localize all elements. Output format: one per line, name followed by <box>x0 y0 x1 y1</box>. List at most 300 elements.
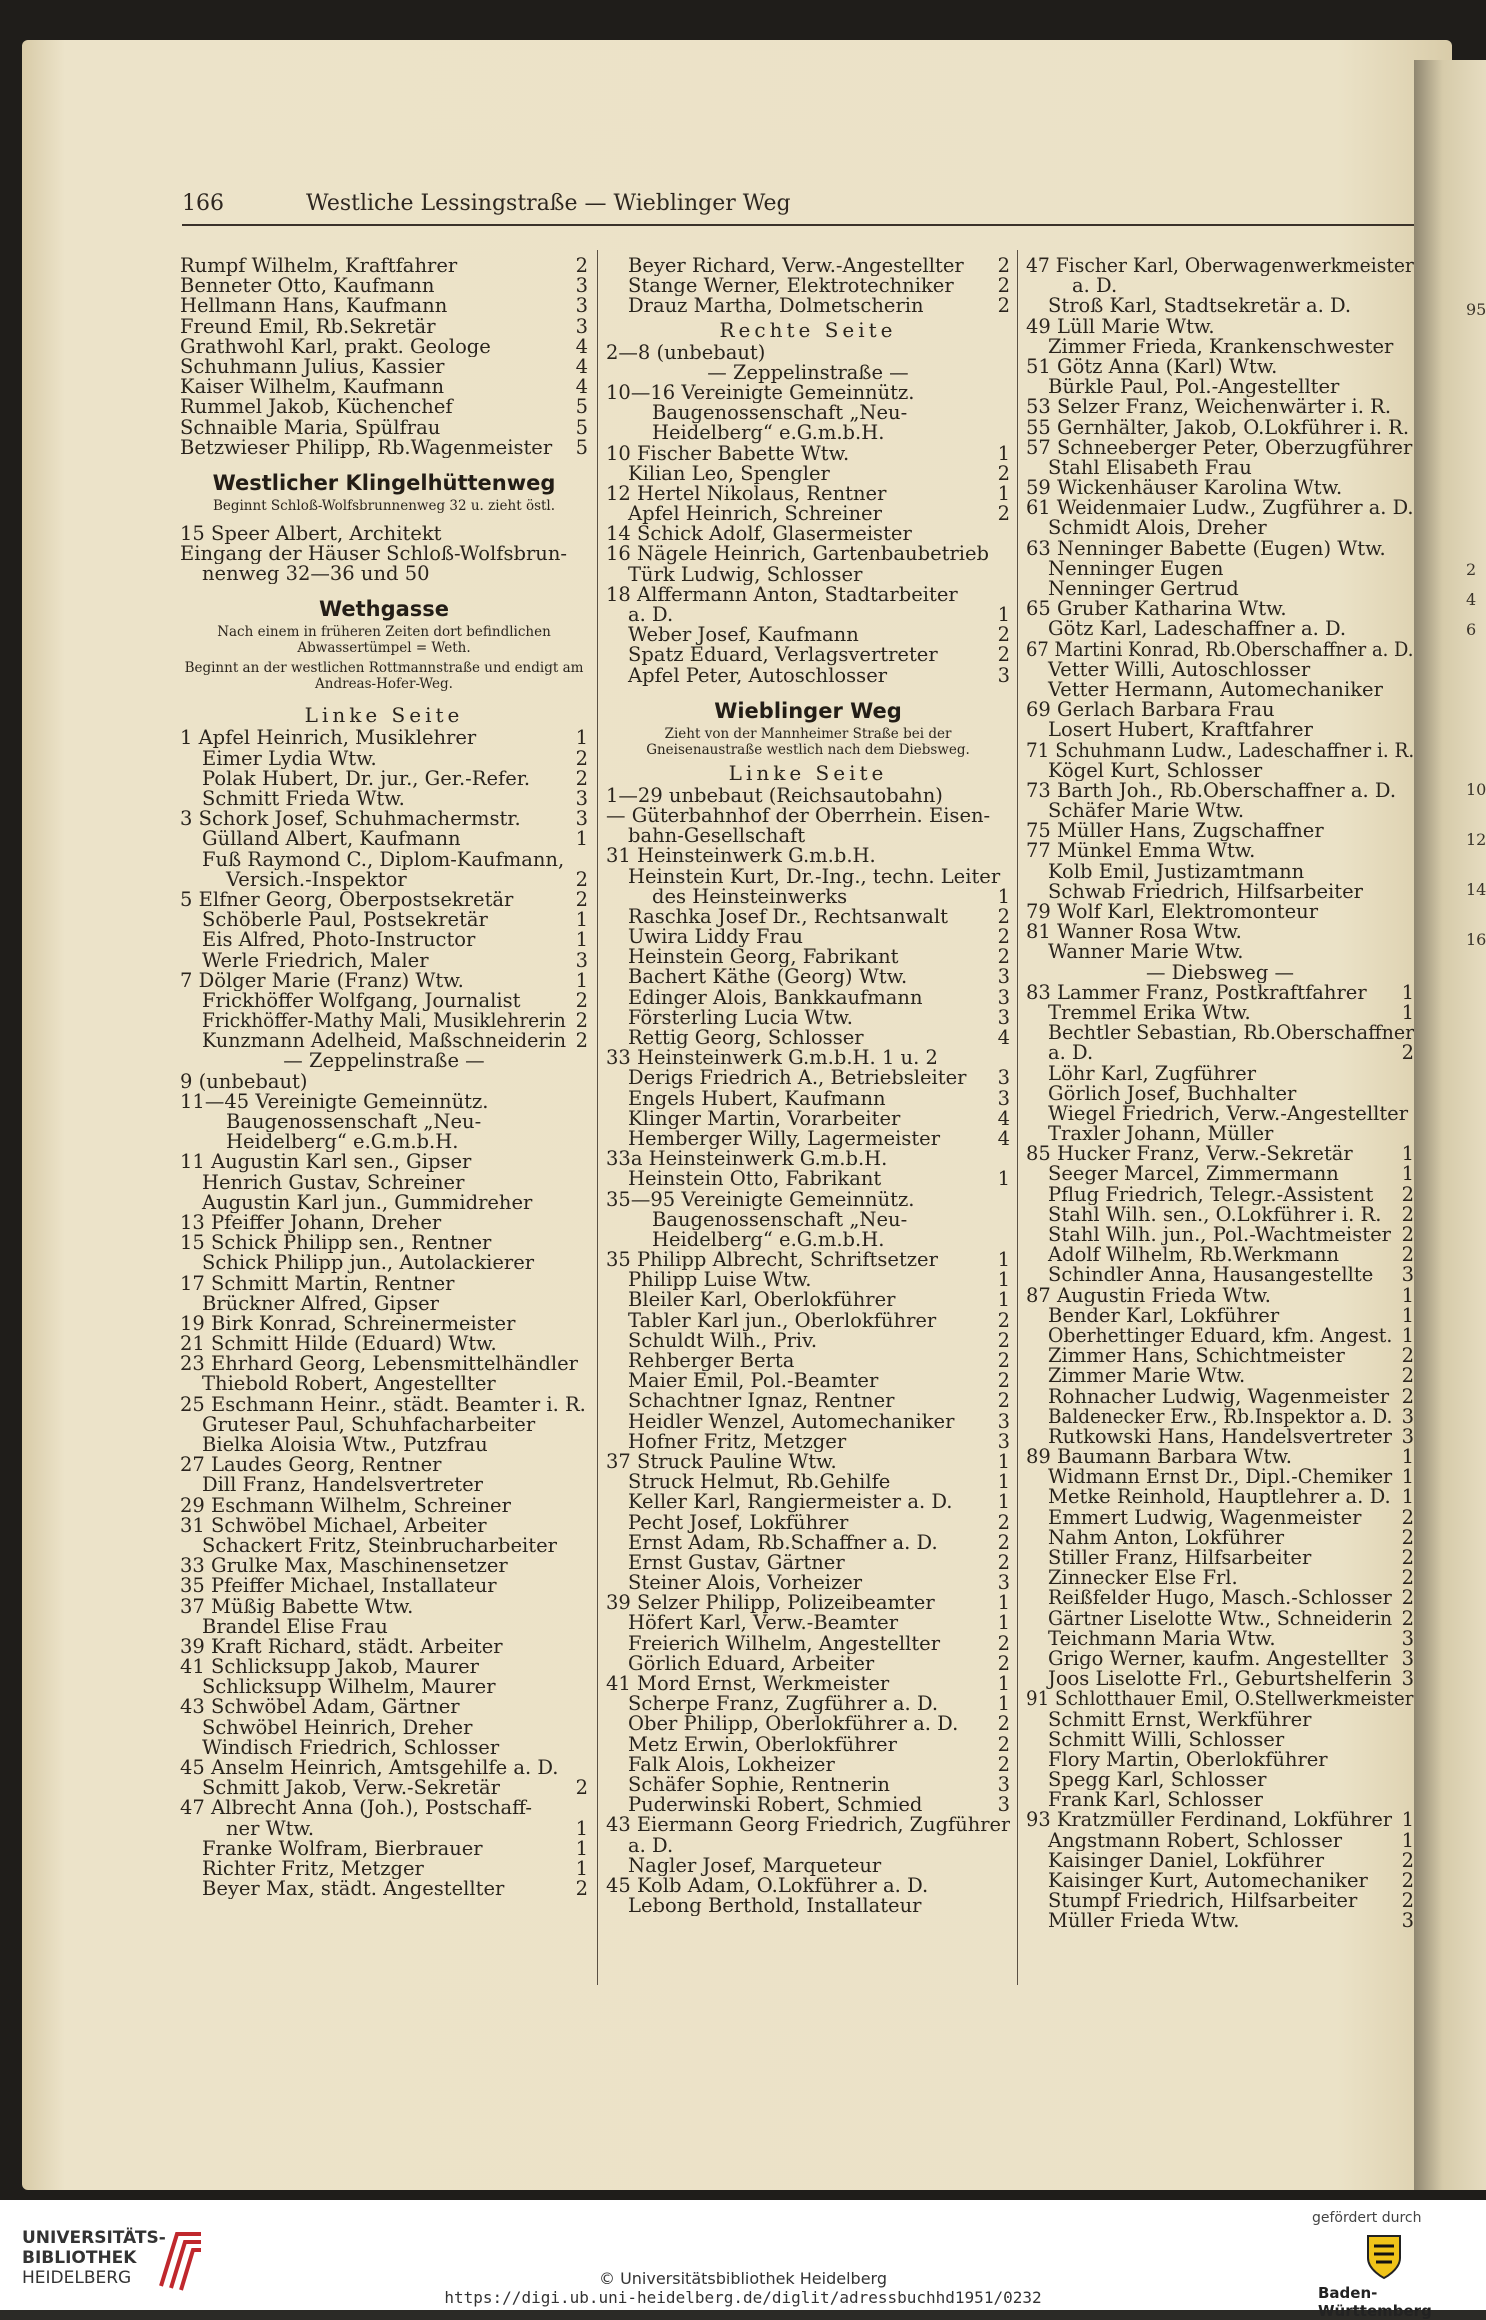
entry-text: Joos Liselotte Frl., Geburtshelferin <box>1048 1669 1392 1690</box>
floor-number: 5 <box>575 417 588 438</box>
floor-number: 1 <box>575 728 588 749</box>
entry-text: Hellmann Hans, Kaufmann <box>180 296 448 317</box>
floor-number: 2 <box>997 463 1010 484</box>
floor-number: 3 <box>1401 1669 1414 1690</box>
entry-text: 29 Eschmann Wilhelm, Schreiner <box>180 1495 511 1516</box>
binding-fragment-text: 95 <box>1466 300 1486 319</box>
directory-entry <box>180 1496 588 1516</box>
floor-number: 2 <box>1401 1891 1414 1912</box>
side-heading: Rechte Seite <box>719 317 897 342</box>
floor-number: 1 <box>575 970 588 991</box>
entry-text: Kaisinger Kurt, Automechaniker <box>1048 1871 1368 1892</box>
directory-entry <box>606 1311 1010 1331</box>
directory-entry <box>606 1735 1010 1755</box>
entry-text: Rutkowski Hans, Handelsvertreter <box>1048 1426 1392 1448</box>
floor-number: 3 <box>575 316 588 337</box>
entry-text: Wiegel Friedrich, Verw.-Angestellter <box>1048 1103 1409 1125</box>
directory-entry <box>606 967 1010 987</box>
entry-text: Traxler Johann, Müller <box>1048 1124 1274 1145</box>
entry-text: 35—95 Vereinigte Gemeinnütz. <box>606 1189 915 1210</box>
entry-text: Falk Alois, Lokheizer <box>628 1754 835 1775</box>
entry-text: Schindler Anna, Hausangestellte <box>1048 1265 1374 1286</box>
entry-text: Heidler Wenzel, Automechaniker <box>628 1411 955 1432</box>
entry-text: 2—8 (unbebaut) <box>606 342 766 363</box>
directory-entry <box>1026 1810 1414 1830</box>
entry-text: Adolf Wilhelm, Rb.Werkmann <box>1048 1245 1340 1266</box>
entry-text: Schachtner Ignaz, Rentner <box>628 1391 895 1412</box>
directory-entry <box>1026 1185 1414 1205</box>
directory-entry <box>180 1657 588 1677</box>
directory-entry <box>1026 1629 1414 1649</box>
directory-entry <box>180 256 588 276</box>
entry-text: Derigs Friedrich A., Betriebsleiter <box>628 1068 967 1089</box>
floor-number: 3 <box>997 1007 1010 1028</box>
floor-number: 3 <box>1401 1426 1414 1448</box>
entry-text: 7 Dölger Marie (Franz) Wtw. <box>180 970 464 991</box>
binding-fragment-text: 2 <box>1466 560 1477 579</box>
directory-entry <box>1026 317 1414 337</box>
entry-text: Gruteser Paul, Schuhfacharbeiter <box>202 1414 536 1435</box>
directory-entry <box>180 910 588 930</box>
directory-entry <box>606 1654 1010 1674</box>
directory-entry <box>606 1836 1010 1856</box>
street-heading: Wieblinger Weg <box>714 698 902 723</box>
directory-entry <box>1026 1467 1414 1487</box>
directory-entry <box>606 867 1010 887</box>
entry-text: Puderwinski Robert, Schmied <box>628 1795 923 1816</box>
copyright-notice: © Universitätsbibliothek Heidelberg <box>598 2269 887 2288</box>
floor-number: 2 <box>1401 1386 1414 1407</box>
floor-number: 2 <box>1401 1366 1414 1387</box>
floor-number: 2 <box>997 1310 1010 1331</box>
entry-text: Stumpf Friedrich, Hilfsarbeiter <box>1048 1891 1358 1912</box>
entry-text: Franke Wolfram, Bierbrauer <box>202 1838 483 1859</box>
directory-entry <box>606 1714 1010 1734</box>
entry-text: 33a Heinsteinwerk G.m.b.H. <box>606 1149 888 1170</box>
binding-fragment-text: 4 <box>1466 590 1477 609</box>
entry-text: 11 Augustin Karl sen., Gipser <box>180 1152 472 1173</box>
directory-entry <box>606 907 1010 927</box>
entry-text: 47 Albrecht Anna (Joh.), Postschaff- <box>180 1798 532 1819</box>
directory-entry <box>180 769 588 789</box>
floor-number: 1 <box>997 886 1010 907</box>
library-name-line-1: UNIVERSITÄTS- <box>22 2228 166 2248</box>
entry-text: Weber Josef, Kaufmann <box>628 625 859 646</box>
floor-number: 2 <box>575 256 588 277</box>
floor-number: 1 <box>1401 1467 1414 1488</box>
floor-number: 1 <box>1401 1810 1414 1831</box>
directory-entry <box>606 1210 1010 1230</box>
directory-entry <box>180 1314 588 1334</box>
floor-number: 2 <box>575 768 588 789</box>
floor-number: 2 <box>1401 1346 1414 1367</box>
directory-entry <box>180 1738 588 1758</box>
entry-text: Vetter Hermann, Automechaniker <box>1048 679 1383 701</box>
directory-entry <box>606 484 1010 504</box>
directory-entry <box>180 1576 588 1596</box>
floor-number: 1 <box>997 1250 1010 1271</box>
floor-number: 1 <box>1401 1305 1414 1326</box>
directory-entry <box>606 605 1010 625</box>
entry-text: Vetter Willi, Autoschlosser <box>1048 659 1311 680</box>
entry-text: Schwöbel Heinrich, Dreher <box>202 1717 473 1738</box>
directory-entry <box>1026 1487 1414 1507</box>
entry-text: Lebong Berthold, Installateur <box>628 1896 922 1917</box>
directory-entry <box>606 1472 1010 1492</box>
floor-number: 1 <box>575 1858 588 1880</box>
directory-entry <box>1026 821 1414 841</box>
floor-number: 1 <box>575 1838 588 1859</box>
entry-text: Schmitt Ernst, Werkführer <box>1048 1709 1312 1730</box>
directory-entry <box>180 1819 588 1839</box>
floor-number: 1 <box>997 443 1010 464</box>
directory-column-1 <box>180 256 588 1899</box>
directory-entry <box>1026 1609 1414 1629</box>
directory-entry <box>606 666 1010 686</box>
directory-entry <box>180 749 588 769</box>
floor-number: 1 <box>1401 982 1414 1003</box>
entry-text: Heinstein Georg, Fabrikant <box>628 947 899 968</box>
spacer <box>180 458 588 466</box>
directory-entry <box>180 1839 588 1859</box>
spacer <box>180 694 588 702</box>
spacer <box>180 584 588 592</box>
entry-text: Götz Karl, Ladeschaffner a. D. <box>1048 619 1347 640</box>
entry-text: 31 Schwöbel Michael, Arbeiter <box>180 1515 487 1536</box>
directory-entry <box>606 1129 1010 1149</box>
directory-entry <box>180 1415 588 1435</box>
directory-entry <box>606 1048 1010 1068</box>
funder-name: Baden-Württemberg <box>1318 2284 1432 2320</box>
entry-text: a. D. <box>628 1835 674 1856</box>
entry-text: 43 Eiermann Georg Friedrich, Zugführer <box>606 1815 1010 1836</box>
cross-street: — Zeppelinstraße — <box>283 1051 485 1072</box>
floor-number: 1 <box>575 1818 588 1839</box>
directory-entry <box>1026 1911 1414 1931</box>
floor-number: 2 <box>997 1734 1010 1755</box>
entry-text: a. D. <box>628 605 674 626</box>
directory-entry <box>606 1593 1010 1613</box>
directory-entry <box>606 1553 1010 1573</box>
floor-number: 2 <box>997 1351 1010 1372</box>
entry-text: Stahl Wilh. sen., O.Lokführer i. R. <box>1048 1204 1382 1225</box>
page-number: 166 <box>182 191 224 216</box>
floor-number: 2 <box>997 1633 1010 1654</box>
entry-text: 14 Schick Adolf, Glasermeister <box>606 524 912 545</box>
street-description: Nach einem in früheren Zeiten dort befindlichen Abwassertümpel = Weth. <box>217 624 551 657</box>
directory-entry <box>180 1233 588 1253</box>
directory-entry <box>180 870 588 890</box>
directory-entry <box>1026 640 1414 660</box>
directory-entry <box>606 1371 1010 1391</box>
floor-number: 4 <box>575 377 588 398</box>
floor-number: 2 <box>997 1653 1010 1674</box>
entry-text: Widmann Ernst Dr., Dipl.-Chemiker <box>1048 1467 1393 1488</box>
entry-text: Zimmer Hans, Schichtmeister <box>1048 1346 1345 1367</box>
directory-entry <box>606 1452 1010 1472</box>
entry-text: Kögel Kurt, Schlosser <box>1048 760 1263 781</box>
entry-text: Drauz Martha, Dolmetscherin <box>628 296 924 317</box>
entry-text: Löhr Karl, Zugführer <box>1048 1063 1257 1084</box>
entry-text: Versich.-Inspektor <box>226 869 407 890</box>
floor-number: 2 <box>997 1391 1010 1412</box>
entry-text: 31 Heinsteinwerk G.m.b.H. <box>606 846 876 867</box>
entry-text: 16 Nägele Heinrich, Gartenbaubetrieb <box>606 544 990 565</box>
entry-text: Brückner Alfred, Gipser <box>202 1293 440 1314</box>
floor-number: 2 <box>1401 1043 1414 1064</box>
entry-text: Rumpf Wilhelm, Kraftfahrer <box>180 256 458 277</box>
entry-text: Baldenecker Erw., Rb.Inspektor a. D. <box>1048 1406 1393 1427</box>
directory-entry <box>180 890 588 910</box>
directory-entry <box>180 1152 588 1172</box>
directory-entry <box>606 585 1010 605</box>
floor-number: 2 <box>997 1532 1010 1553</box>
entry-text: Rohnacher Ludwig, Wagenmeister <box>1048 1386 1390 1407</box>
entry-text: Beyer Max, städt. Angestellter <box>202 1879 505 1900</box>
directory-entry <box>606 1613 1010 1633</box>
entry-text: Edinger Alois, Bankkaufmann <box>628 987 923 1008</box>
entry-text: Oberhettinger Eduard, kfm. Angest. <box>1048 1325 1393 1347</box>
entry-text: Görlich Eduard, Arbeiter <box>628 1653 875 1674</box>
entry-text: 41 Schlicksupp Jakob, Maurer <box>180 1657 480 1678</box>
entry-text: Freund Emil, Rb.Sekretär <box>180 316 436 337</box>
directory-entry <box>1026 700 1414 720</box>
directory-entry <box>1026 1023 1414 1043</box>
directory-entry <box>180 1193 588 1213</box>
entry-text: 89 Baumann Barbara Wtw. <box>1026 1447 1292 1468</box>
entry-text: 10 Fischer Babette Wtw. <box>606 443 850 464</box>
entry-text: Teichmann Maria Wtw. <box>1048 1628 1276 1649</box>
directory-entry <box>180 418 588 438</box>
entry-text: Frickhöffer-Mathy Mali, Musiklehrerin <box>202 1011 566 1032</box>
directory-entry <box>1026 1508 1414 1528</box>
floor-number: 1 <box>575 910 588 931</box>
directory-entry <box>1026 1205 1414 1225</box>
floor-number: 2 <box>1401 1588 1414 1609</box>
directory-entry <box>606 1089 1010 1109</box>
directory-entry <box>606 1270 1010 1290</box>
directory-entry <box>1026 1064 1414 1084</box>
street-heading: Wethgasse <box>318 597 450 622</box>
entry-text: Türk Ludwig, Schlosser <box>628 564 863 585</box>
directory-entry <box>606 383 1010 403</box>
entry-text: Stange Werner, Elektrotechniker <box>628 276 954 297</box>
directory-entry <box>1026 1669 1414 1689</box>
entry-text: Kaisinger Daniel, Lokführer <box>1048 1850 1325 1871</box>
directory-entry <box>1026 1649 1414 1669</box>
entry-text: 77 Münkel Emma Wtw. <box>1026 841 1256 862</box>
directory-entry <box>606 1190 1010 1210</box>
directory-entry <box>606 1492 1010 1512</box>
directory-entry <box>1026 256 1414 276</box>
street-description: Beginnt an der westlichen Rottmannstraße und endigt am Andreas-Hofer-Weg. <box>184 660 584 693</box>
floor-number: 2 <box>997 947 1010 968</box>
entry-text: 51 Götz Anna (Karl) Wtw. <box>1026 356 1278 378</box>
directory-entry <box>606 806 1010 826</box>
directory-column-3 <box>1026 256 1414 1932</box>
entry-text: Görlich Josef, Buchhalter <box>1048 1083 1297 1104</box>
directory-entry <box>1026 438 1414 458</box>
entry-text: Heidelberg“ e.G.m.b.H. <box>226 1132 459 1153</box>
directory-entry <box>1026 559 1414 579</box>
directory-entry <box>1026 397 1414 417</box>
directory-entry <box>180 564 588 584</box>
directory-entry <box>1026 1831 1414 1851</box>
entry-text: Henrich Gustav, Schreiner <box>202 1172 465 1193</box>
directory-entry <box>180 1354 588 1374</box>
directory-entry <box>1026 801 1414 821</box>
directory-entry <box>1026 862 1414 882</box>
entry-text: Schmitt Jakob, Verw.-Sekretär <box>202 1778 500 1799</box>
entry-text: Baugenossenschaft „Neu- <box>226 1112 482 1133</box>
entry-text: a. D. <box>1072 276 1118 297</box>
floor-number: 2 <box>575 1011 588 1032</box>
directory-entry <box>180 438 588 458</box>
entry-text: 73 Barth Joh., Rb.Oberschaffner a. D. <box>1026 780 1397 802</box>
cross-street: — Zeppelinstraße — <box>707 362 909 383</box>
directory-entry <box>1026 1164 1414 1184</box>
entry-text: 63 Nenninger Babette (Eugen) Wtw. <box>1026 538 1386 559</box>
directory-entry <box>180 1395 588 1415</box>
directory-entry <box>606 947 1010 967</box>
entry-text: Schäfer Sophie, Rentnerin <box>628 1774 890 1796</box>
directory-entry <box>1026 660 1414 680</box>
directory-entry <box>1026 1245 1414 1265</box>
entry-text: 91 Schlotthauer Emil, O.Stellwerkmeister <box>1026 1689 1414 1710</box>
directory-entry <box>606 1432 1010 1452</box>
floor-number: 2 <box>997 1714 1010 1735</box>
floor-number: 2 <box>575 1031 588 1052</box>
floor-number: 3 <box>575 789 588 810</box>
directory-entry <box>606 1533 1010 1553</box>
directory-entry <box>1026 1225 1414 1245</box>
directory-entry <box>1026 1689 1414 1709</box>
directory-entry <box>180 1475 588 1495</box>
entry-text: Eingang der Häuser Schloß-Wolfsbrun- <box>180 544 567 565</box>
entry-text: Bachert Käthe (Georg) Wtw. <box>628 967 908 988</box>
floor-number: 2 <box>997 625 1010 646</box>
entry-text: Emmert Ludwig, Wagenmeister <box>1048 1507 1362 1528</box>
floor-number: 2 <box>997 504 1010 525</box>
floor-number: 4 <box>575 356 588 378</box>
floor-number: 3 <box>1401 1265 1414 1286</box>
directory-entry <box>1026 1144 1414 1164</box>
directory-entry <box>1026 761 1414 781</box>
entry-text: Zimmer Frieda, Krankenschwester <box>1048 336 1394 357</box>
spacer <box>606 686 1010 694</box>
directory-entry <box>1026 781 1414 801</box>
entry-text: 13 Pfeiffer Johann, Dreher <box>180 1212 442 1234</box>
directory-entry <box>1026 1306 1414 1326</box>
entry-text: Philipp Luise Wtw. <box>628 1270 812 1291</box>
entry-text: 43 Schwöbel Adam, Gärtner <box>180 1697 460 1718</box>
footer-bar <box>0 2200 1486 2320</box>
floor-number: 2 <box>997 1512 1010 1533</box>
entry-text: 11—45 Vereinigte Gemeinnütz. <box>180 1091 489 1112</box>
directory-entry <box>606 1230 1010 1250</box>
floor-number: 1 <box>997 1674 1010 1695</box>
directory-entry <box>1026 1366 1414 1386</box>
floor-number: 3 <box>1401 1406 1414 1427</box>
directory-entry <box>1026 1750 1414 1770</box>
floor-number: 5 <box>575 397 588 418</box>
entry-text: 23 Ehrhard Georg, Lebensmittelhändler <box>180 1354 578 1375</box>
floor-number: 4 <box>997 1028 1010 1049</box>
directory-entry <box>1026 1124 1414 1144</box>
directory-entry <box>180 951 588 971</box>
cross-street: — Diebsweg — <box>1145 962 1294 983</box>
directory-entry <box>180 789 588 809</box>
binding-fragment-text: 6 <box>1466 620 1477 639</box>
entry-text: Ernst Gustav, Gärtner <box>628 1552 845 1574</box>
header-rule <box>182 224 1414 226</box>
entry-text: Zimmer Marie Wtw. <box>1048 1366 1246 1387</box>
floor-number: 1 <box>997 1451 1010 1473</box>
directory-entry <box>1026 498 1414 518</box>
directory-entry <box>180 296 588 316</box>
directory-entry <box>180 991 588 1011</box>
directory-entry <box>1026 276 1414 296</box>
entry-text: Richter Fritz, Metzger <box>202 1858 424 1880</box>
entry-text: Schmidt Alois, Dreher <box>1048 518 1267 539</box>
entry-text: Heidelberg“ e.G.m.b.H. <box>652 1229 885 1251</box>
floor-number: 3 <box>1401 1911 1414 1932</box>
entry-text: Tabler Karl jun., Oberlokführer <box>628 1310 937 1331</box>
directory-entry <box>180 317 588 337</box>
floor-number: 3 <box>997 1411 1010 1432</box>
library-name-line-3: HEIDELBERG <box>22 2268 132 2288</box>
directory-entry <box>1026 680 1414 700</box>
directory-entry <box>1026 1387 1414 1407</box>
permalink-url[interactable]: https://digi.ub.uni-heidelberg.de/diglit/adressbuchhd1951/0232 <box>444 2288 1042 2307</box>
entry-text: 1—29 unbebaut (Reichsautobahn) <box>606 785 943 806</box>
entry-text: 10—16 Vereinigte Gemeinnütz. <box>606 382 915 404</box>
floor-number: 2 <box>997 645 1010 666</box>
street-description: Zieht von der Mannheimer Straße bei der Gneisenaustraße westlich nach dem Diebsweg. <box>646 725 970 758</box>
directory-entry <box>1026 1790 1414 1810</box>
entry-text: a. D. <box>1048 1043 1094 1064</box>
floor-number: 2 <box>1401 1871 1414 1892</box>
entry-text: 47 Fischer Karl, Oberwagenwerkmeister <box>1026 256 1414 277</box>
directory-entry <box>1026 458 1414 478</box>
directory-entry <box>1026 1084 1414 1104</box>
directory-entry <box>1026 741 1414 761</box>
floor-number: 1 <box>1401 1830 1414 1851</box>
entry-text: 39 Selzer Philipp, Polizeibeamter <box>606 1593 935 1614</box>
directory-entry <box>1026 1730 1414 1750</box>
directory-entry <box>1026 841 1414 861</box>
entry-text: Eis Alfred, Photo-Instructor <box>202 930 476 951</box>
floor-number: 1 <box>997 1169 1010 1190</box>
entry-text: 37 Müßig Babette Wtw. <box>180 1596 414 1617</box>
floor-number: 3 <box>997 1774 1010 1796</box>
floor-number: 5 <box>575 437 588 458</box>
directory-entry <box>180 1072 588 1092</box>
entry-text: Försterling Lucia Wtw. <box>628 1007 853 1028</box>
floor-number: 1 <box>997 1593 1010 1614</box>
column-divider <box>597 250 598 1985</box>
directory-entry <box>606 1290 1010 1310</box>
entry-text: Heidelberg“ e.G.m.b.H. <box>652 423 885 444</box>
floor-number: 1 <box>575 829 588 850</box>
entry-text: 5 Elfner Georg, Oberpostsekretär <box>180 889 514 911</box>
directory-entry <box>180 1516 588 1536</box>
directory-entry <box>1026 1003 1414 1023</box>
entry-text: Tremmel Erika Wtw. <box>1048 1002 1251 1024</box>
entry-text: Schmitt Frieda Wtw. <box>202 789 405 810</box>
entry-text: 67 Martini Konrad, Rb.Oberschaffner a. D. <box>1026 639 1414 660</box>
directory-entry <box>180 1778 588 1798</box>
